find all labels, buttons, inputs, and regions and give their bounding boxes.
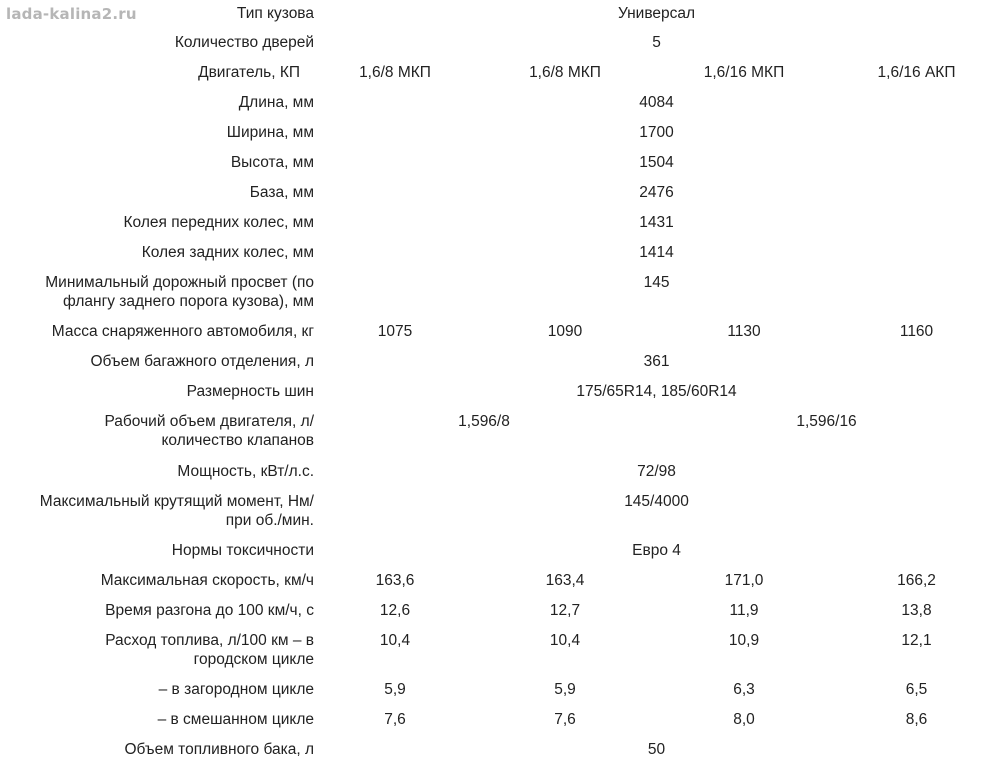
value-base: 2476	[639, 184, 674, 201]
value-displacement-8v: 1,596/8	[458, 413, 510, 430]
value-fuel-city-1: 10,4	[379, 632, 411, 649]
row-rear-track	[0, 239, 999, 269]
label-fuel-city	[0, 627, 314, 676]
value-acceleration-2: 12,7	[549, 602, 581, 619]
value-fuel-city-3: 10,9	[728, 632, 760, 649]
value-max-speed-1: 163,6	[375, 572, 415, 589]
value-fuel-highway-4: 6,5	[905, 681, 928, 698]
value-engine-2: 1,6/8 МКП	[529, 64, 601, 81]
value-max-speed-2: 163,4	[545, 572, 585, 589]
value-clearance: 145	[643, 274, 670, 291]
value-acceleration-1: 12,6	[379, 602, 411, 619]
label-clearance-line-2: флангу заднего порога кузова), мм	[62, 293, 314, 310]
value-curb-mass-2: 1090	[547, 323, 583, 340]
label-tires: Размерность шин	[186, 383, 314, 400]
value-tank: 50	[647, 741, 666, 758]
value-engine-1: 1,6/8 МКП	[359, 64, 431, 81]
label-engine: Двигатель, КП	[198, 64, 300, 81]
row-curb-mass	[0, 318, 999, 348]
row-trunk	[0, 348, 999, 378]
row-base	[0, 179, 999, 209]
row-front-track	[0, 209, 999, 239]
value-height: 1504	[639, 154, 674, 171]
value-curb-mass-1: 1075	[377, 323, 413, 340]
value-fuel-city-4: 12,1	[901, 632, 932, 649]
value-rear-track: 1414	[639, 244, 674, 261]
row-doors	[0, 29, 999, 59]
value-max-speed-4: 166,2	[897, 572, 936, 589]
value-fuel-mixed-1: 7,6	[384, 711, 406, 728]
value-power: 72/98	[637, 463, 676, 480]
label-displacement	[0, 408, 314, 458]
row-clearance	[0, 269, 999, 318]
value-length: 4084	[639, 94, 674, 111]
value-body-type: Универсал	[617, 5, 696, 22]
value-acceleration-3: 11,9	[729, 602, 759, 619]
value-fuel-mixed-3: 8,0	[733, 711, 755, 728]
label-torque	[0, 488, 314, 537]
label-fuel-mixed: – в смешанном цикле	[157, 711, 314, 728]
label-fuel-city-line-2: городском цикле	[193, 651, 314, 668]
label-height: Высота, мм	[230, 154, 314, 171]
value-displacement-16v: 1,596/16	[796, 413, 857, 430]
row-torque	[0, 488, 999, 537]
label-doors: Количество дверей	[174, 34, 314, 51]
label-displacement-line-1: Рабочий объем двигателя, л/	[104, 413, 314, 430]
value-max-speed-3: 171,0	[724, 572, 764, 589]
site-watermark: lada-kalina2.ru	[6, 5, 137, 23]
value-trunk: 361	[643, 353, 670, 370]
label-base: База, мм	[249, 184, 314, 201]
label-trunk: Объем багажного отделения, л	[90, 353, 314, 370]
row-tires	[0, 378, 999, 408]
row-body-type	[0, 0, 999, 29]
value-fuel-highway-1: 5,9	[384, 681, 406, 698]
value-fuel-mixed-4: 8,6	[905, 711, 928, 728]
row-fuel-mixed	[0, 706, 999, 736]
value-curb-mass-3: 1130	[727, 323, 761, 340]
label-rear-track: Колея задних колес, мм	[141, 244, 314, 261]
label-max-speed: Максимальная скорость, км/ч	[100, 572, 314, 589]
row-fuel-highway	[0, 676, 999, 706]
label-torque-line-1: Максимальный крутящий момент, Нм/	[39, 493, 314, 510]
value-engine-4: 1,6/16 АКП	[877, 64, 956, 81]
value-torque: 145/4000	[624, 493, 689, 510]
row-displacement	[0, 408, 999, 458]
row-fuel-city	[0, 627, 999, 676]
label-width: Ширина, мм	[226, 124, 314, 141]
row-acceleration	[0, 597, 999, 627]
label-curb-mass: Масса снаряженного автомобиля, кг	[51, 323, 314, 340]
label-clearance	[0, 269, 314, 318]
value-fuel-city-2: 10,4	[549, 632, 581, 649]
label-power: Мощность, кВт/л.с.	[177, 463, 314, 480]
value-toxicity: Евро 4	[632, 542, 681, 559]
label-front-track: Колея передних колес, мм	[123, 214, 314, 231]
row-length	[0, 89, 999, 119]
value-tires: 175/65R14, 185/60R14	[576, 383, 737, 400]
label-tank: Объем топливного бака, л	[124, 741, 314, 758]
value-width: 1700	[639, 124, 674, 141]
label-toxicity: Нормы токсичности	[171, 542, 314, 559]
value-front-track: 1431	[639, 214, 674, 231]
label-clearance-line-1: Минимальный дорожный просвет (по	[45, 274, 314, 291]
label-fuel-highway: – в загородном цикле	[158, 681, 314, 698]
value-curb-mass-4: 1160	[899, 323, 934, 340]
row-tank	[0, 736, 999, 764]
row-max-speed	[0, 567, 999, 597]
row-power	[0, 458, 999, 488]
label-acceleration: Время разгона до 100 км/ч, с	[105, 602, 314, 619]
label-torque-line-2: при об./мин.	[225, 512, 314, 529]
label-length: Длина, мм	[238, 94, 314, 111]
value-fuel-mixed-2: 7,6	[554, 711, 576, 728]
row-engine	[0, 59, 999, 89]
label-displacement-line-2: количество клапанов	[161, 432, 314, 449]
label-fuel-city-line-1: Расход топлива, л/100 км – в	[105, 632, 314, 649]
row-toxicity	[0, 537, 999, 567]
value-fuel-highway-3: 6,3	[733, 681, 755, 698]
row-height	[0, 149, 999, 179]
value-doors: 5	[652, 34, 661, 51]
row-width	[0, 119, 999, 149]
value-engine-3: 1,6/16 МКП	[703, 64, 785, 81]
label-body-type: Тип кузова	[236, 5, 314, 22]
value-fuel-highway-2: 5,9	[554, 681, 576, 698]
value-acceleration-4: 13,8	[901, 602, 932, 619]
